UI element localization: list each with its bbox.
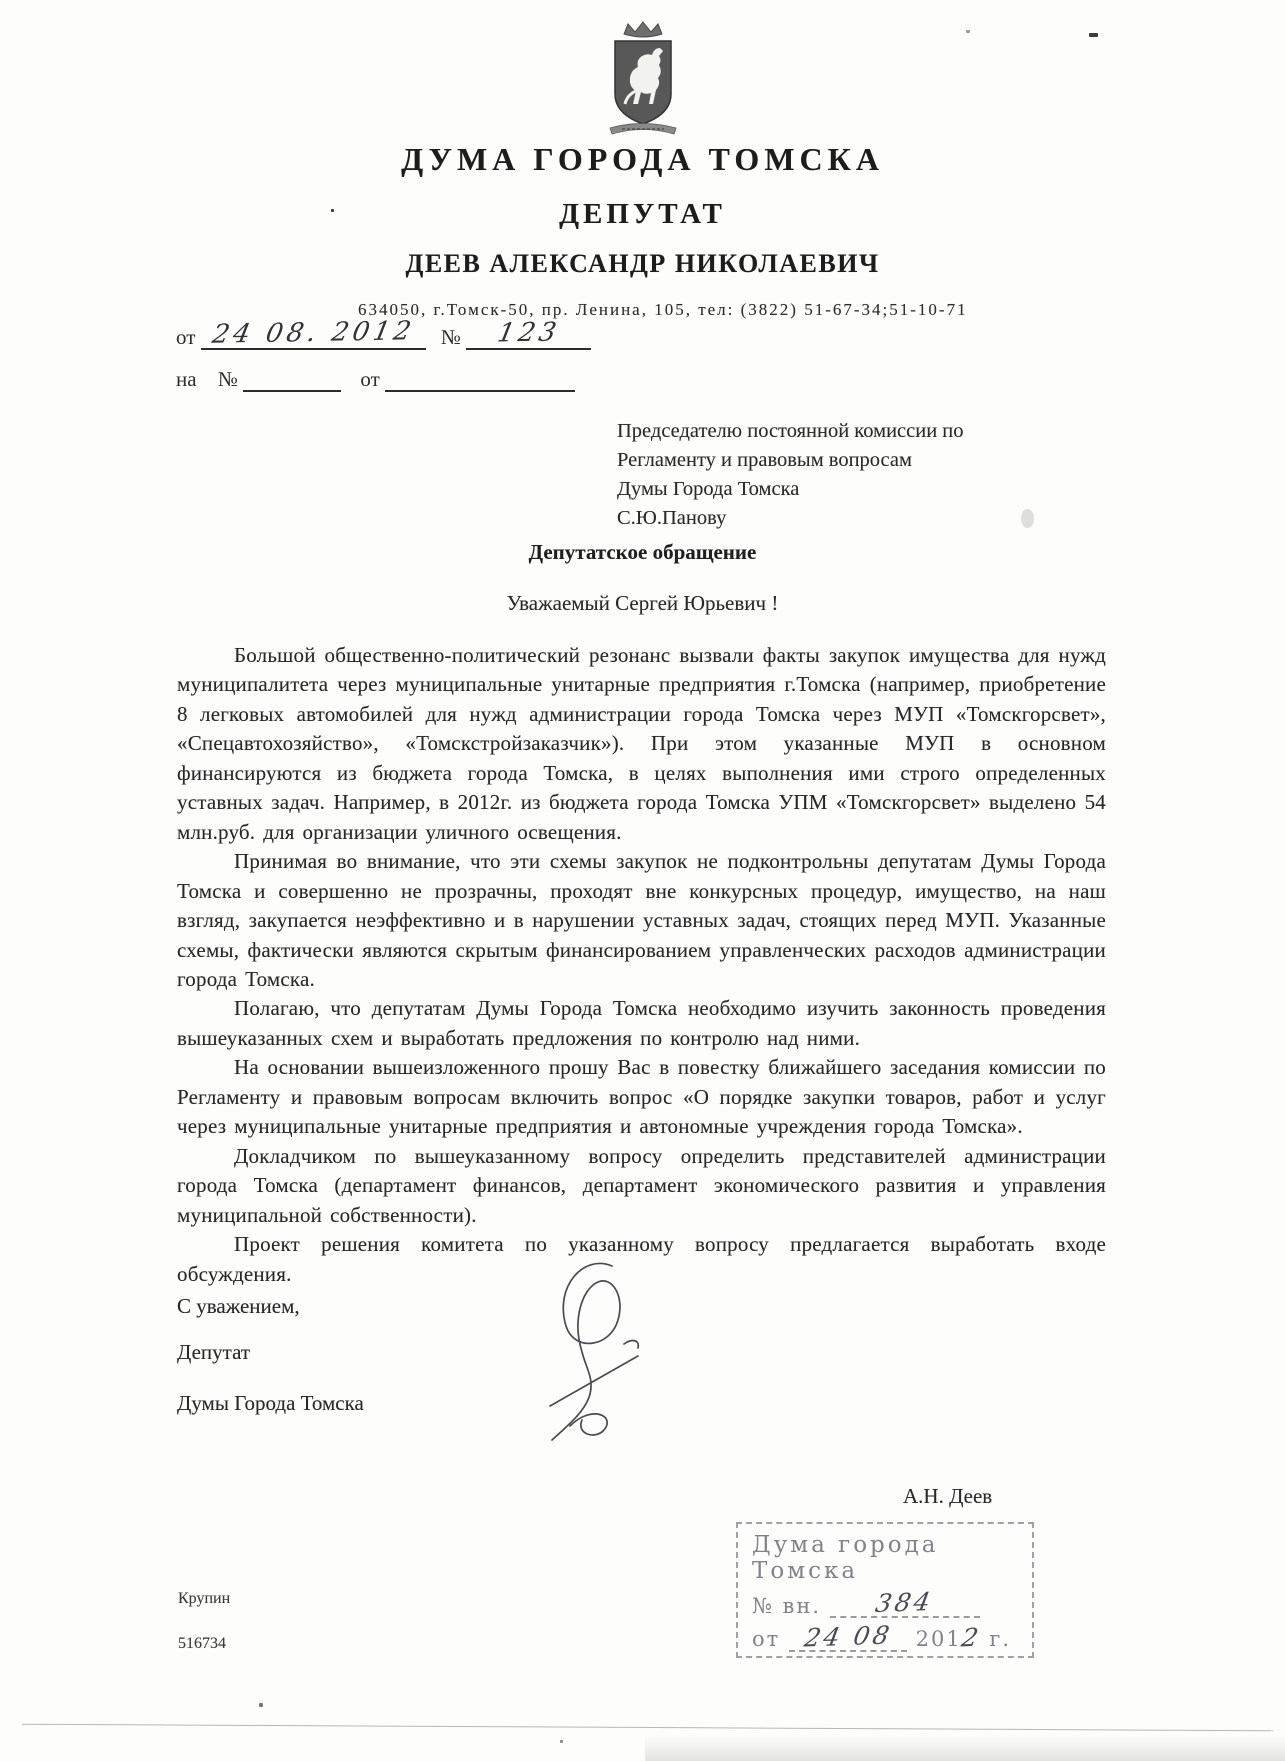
executor-phone-code: 516734	[178, 1635, 226, 1652]
signer-position-line2: Думы Города Томска	[177, 1390, 364, 1415]
outgoing-date-line	[201, 318, 426, 350]
body-paragraph: Докладчиком по вышеуказанному вопросу определить представителей администрации города Томска (департамент финансов, департамент экономического развития и управления муниципальной собственности).	[177, 1143, 1106, 1227]
stamp-no-label: № вн.	[752, 1594, 822, 1618]
salutation: Уважаемый Сергей Юрьевич !	[506, 591, 779, 615]
stamp-number-line	[830, 1588, 980, 1618]
scan-speck	[966, 30, 970, 33]
scan-smudge	[1021, 509, 1034, 528]
deputy-name: ДЕЕВ АЛЕКСАНДР НИКОЛАЕВИЧ	[405, 249, 880, 278]
scan-speck	[560, 1740, 563, 1743]
recipient-line: Председателю постоянной комиссии по	[617, 420, 964, 442]
incoming-number-line	[243, 360, 341, 392]
no-label: №	[440, 325, 461, 349]
role-title: ДЕПУТАТ	[559, 198, 726, 230]
na-no-label: №	[217, 367, 238, 391]
recipient-line: Регламенту и правовым вопросам	[617, 449, 912, 471]
recipient-line: С.Ю.Панову	[617, 507, 727, 529]
stamp-handwritten-date: 24 08	[801, 1620, 895, 1653]
scan-speck	[331, 209, 334, 212]
na-ot-label: от	[360, 367, 380, 391]
paper-edge-shadow	[645, 1735, 1285, 1761]
paper-edge-line	[22, 1724, 1274, 1732]
body-paragraph: Полагаю, что депутатам Думы Города Томска необходимо изучить законность проведения вышеуказанных схем и выработать предложения по контролю над ними.	[177, 996, 1106, 1050]
stamp-year-printed: 201	[915, 1627, 962, 1651]
outgoing-number-line	[466, 318, 591, 350]
stamp-date-row	[752, 1622, 1018, 1652]
emblem-crown	[624, 22, 662, 37]
body-paragraph: На основании вышеизложенного прошу Вас в повестку ближайшего заседания комиссии по Регламенту и правовым вопросам включить вопрос «О порядке закупки товаров, работ и услуг через муниципальные унитарные предприятия и автономные учреждения города Томска».	[177, 1055, 1106, 1139]
incoming-ref-row	[176, 360, 575, 392]
incoming-date-line	[385, 360, 575, 392]
handwritten-date: 24 08. 2012	[209, 316, 418, 350]
registration-stamp	[736, 1522, 1034, 1658]
tomsk-coat-of-arms-icon	[602, 20, 684, 136]
stamp-ot-label: от	[752, 1627, 781, 1651]
stamp-title: Дума города Томска	[752, 1532, 939, 1584]
contact-line: 634050, г.Томск-50, пр. Ленина, 105, тел: (3822) 51-67-34;51-10-71	[358, 300, 968, 319]
ot-label: от	[176, 325, 196, 349]
signer-name: А.Н. Деев	[903, 1484, 993, 1508]
scan-speck	[259, 1703, 263, 1707]
stamp-year-suffix: г.	[989, 1627, 1012, 1651]
outgoing-ref-row	[176, 318, 591, 350]
recipient-block	[617, 417, 964, 533]
recipient-line: Думы Города Томска	[617, 478, 800, 500]
stamp-number-row	[752, 1588, 1018, 1618]
body-paragraph: Принимая во внимание, что эти схемы закупок не подконтрольны депутатам Думы Города Томска и совершенно не прозрачны, проходят вне конкурсных процедур, имущество, на наш взгляд, закупается неэффективно и в нарушении уставных задач, стоящих перед МУП. Указанные схемы, фактически являются скрытым финансированием управленческих расходов администрации города Томска.	[177, 849, 1106, 991]
organization-title: ДУМА ГОРОДА ТОМСКА	[401, 141, 884, 177]
document-type-heading: Депутатское обращение	[528, 540, 757, 564]
signer-position-line1: Депутат	[177, 1340, 251, 1365]
stamp-handwritten-year-digit: 2	[959, 1622, 984, 1653]
regards-line: С уважением,	[177, 1293, 300, 1318]
na-label: на	[176, 367, 197, 391]
body-paragraph: Проект решения комитета по указанному вопросу предлагается выработать входе обсуждения.	[177, 1232, 1106, 1286]
handwritten-signature	[512, 1248, 682, 1453]
body-paragraph: Большой общественно-политический резонанс вызвали факты закупок имущества для нужд муниципалитета через муниципальные унитарные предприятия г.Томска (например, приобретение 8 легковых автомобилей для нужд администрации города Томска через МУП «Томскгорсвет», «Спецавтохозяйство», «Томскстройзаказчик»). При этом указанные МУП в основном финансируются из бюджета города Томска, в целях выполнения ими строго определенных уставных задач. Например, в 2012г. из бюджета города Томска УПМ «Томскгорсвет» выделено 54 млн.руб. для организации уличного освещения.	[177, 643, 1106, 844]
stamp-date-line	[789, 1622, 907, 1652]
handwritten-number: 123	[494, 317, 563, 349]
stamp-handwritten-number: 384	[873, 1587, 936, 1618]
scan-speck	[1089, 33, 1098, 37]
executor-name: Крупин	[178, 1590, 231, 1607]
